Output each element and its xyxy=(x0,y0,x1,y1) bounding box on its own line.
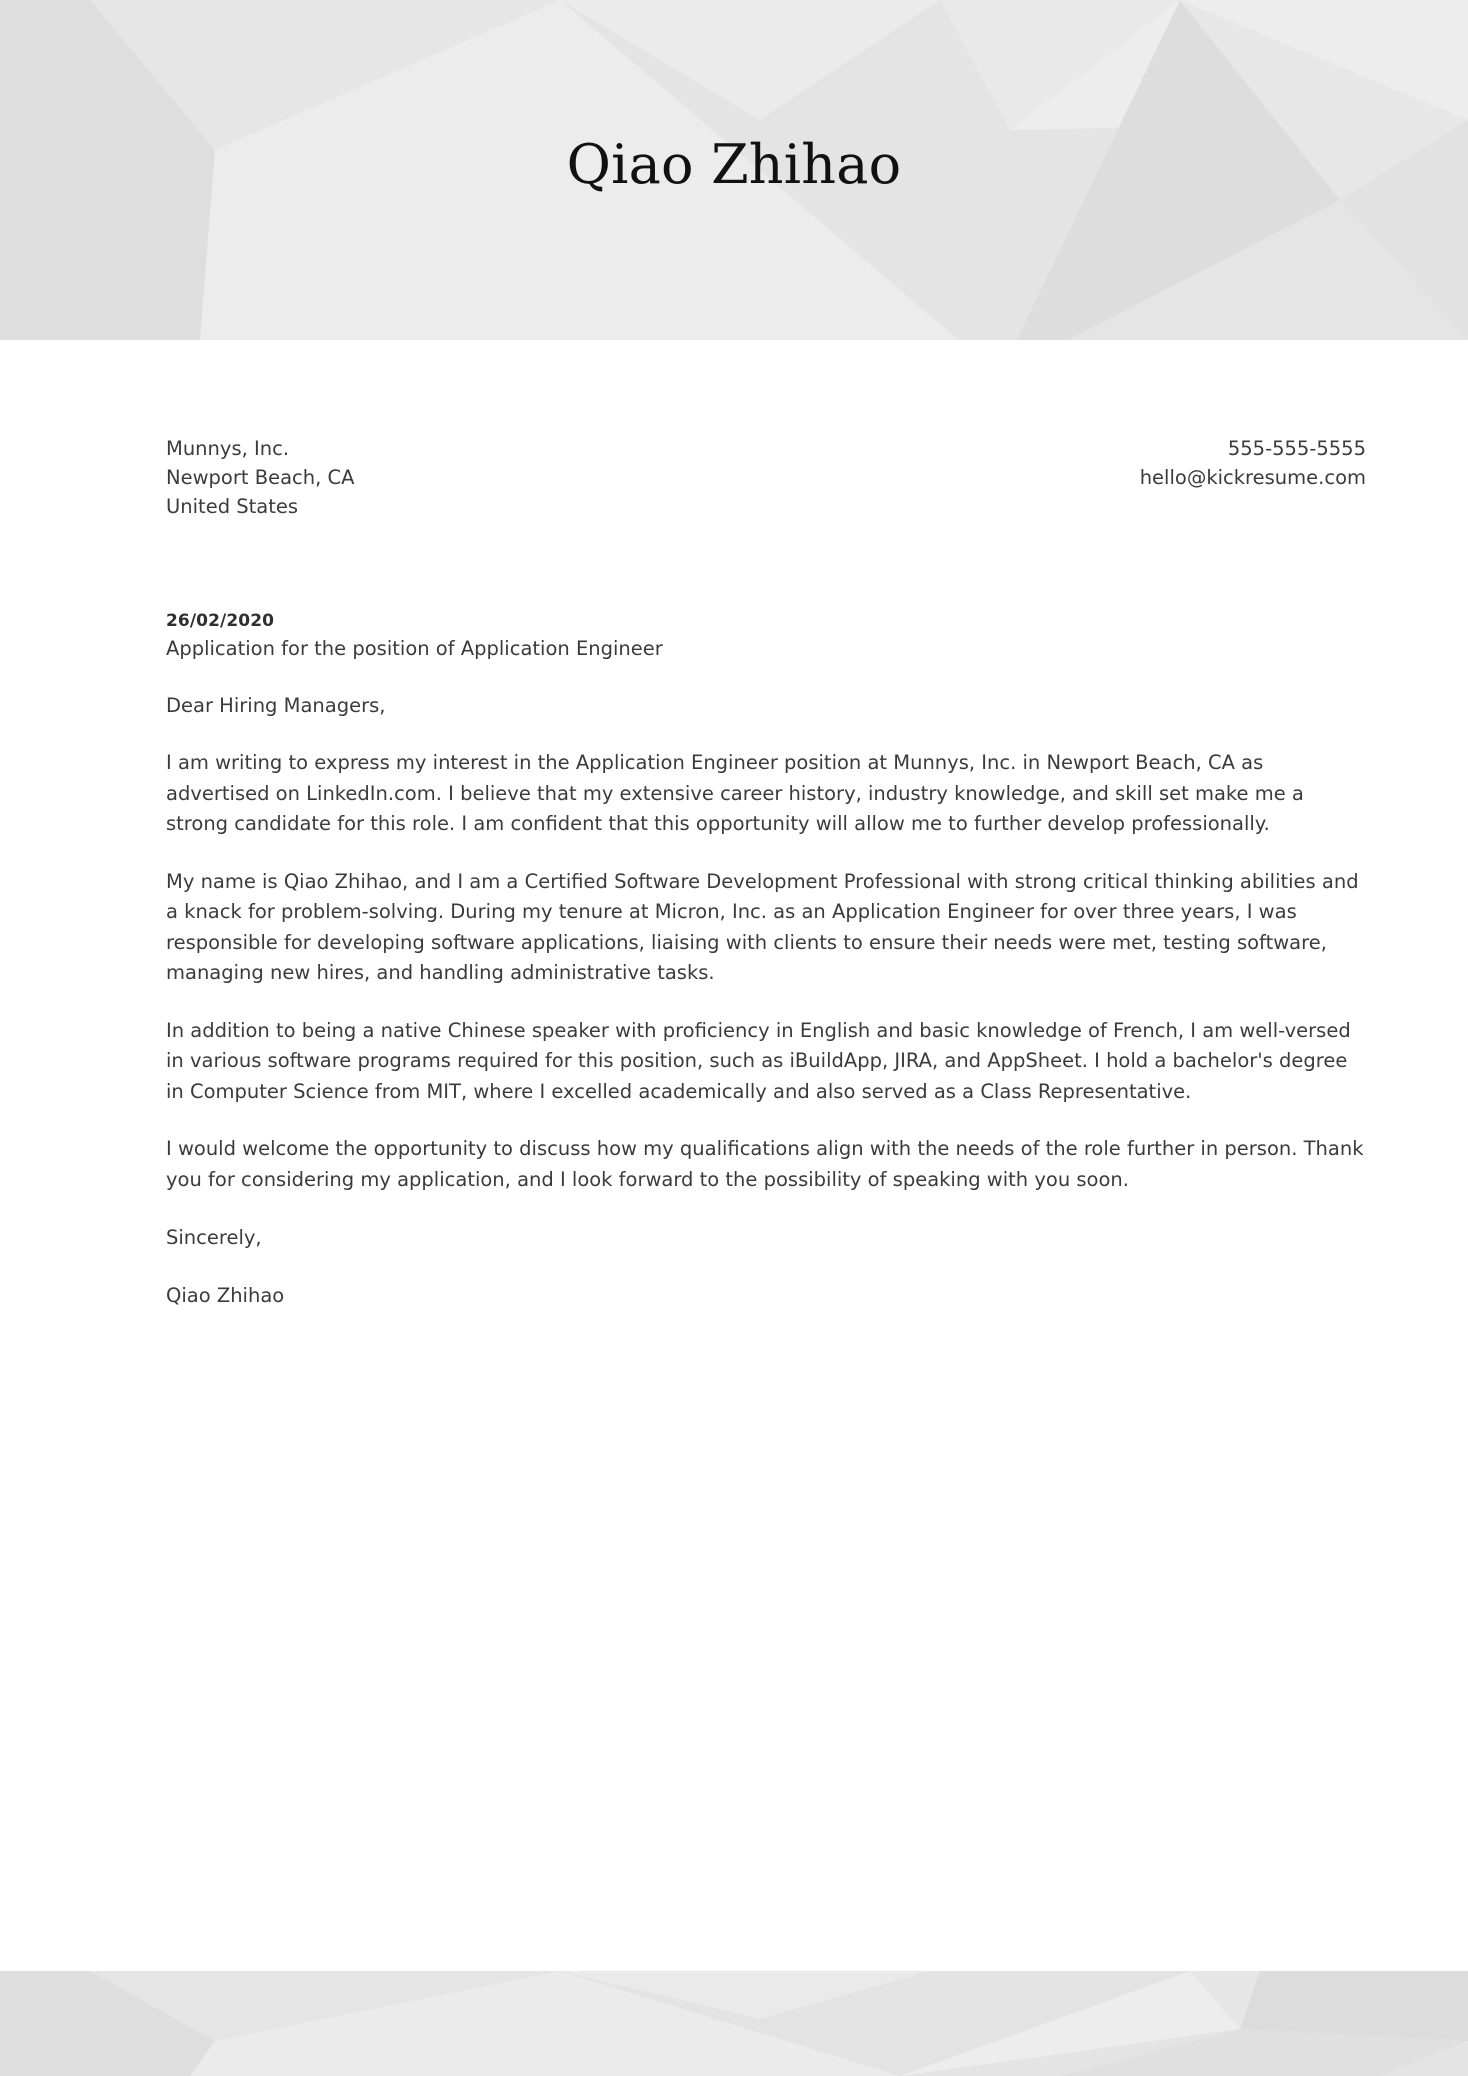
recipient-city-state: Newport Beach, CA xyxy=(166,466,355,489)
recipient-country: United States xyxy=(166,495,299,518)
letter-signature: Qiao Zhihao xyxy=(166,1284,285,1307)
letter-salutation: Dear Hiring Managers, xyxy=(166,694,386,717)
letter-content xyxy=(166,340,1366,1311)
footer-polygon-pattern xyxy=(0,1971,1468,2076)
candidate-name-container xyxy=(0,0,1468,340)
page-title: Qiao Zhihao xyxy=(566,133,902,196)
recipient-company: Munnys, Inc. xyxy=(166,437,290,460)
footer-decorative-band xyxy=(0,1971,1468,2076)
contact-block xyxy=(1140,434,1366,492)
letter-body xyxy=(166,521,1366,1311)
contact-email[interactable]: hello@kickresume.com xyxy=(1139,466,1366,489)
letter-date: 26/02/2020 xyxy=(166,611,275,631)
letter-paragraph: I am writing to express my interest in the Application Engineer position at Munnys, Inc. in Newport Beach, CA as advertised on LinkedIn.com. I believe that my extensive career history, industry knowledge, and skill set make me a strong candidate for this role. I am confident that this opportunity will allow me to further develop professionally. xyxy=(166,751,1304,835)
contact-phone: 555-555-5555 xyxy=(1227,437,1366,460)
letter-paragraph: My name is Qiao Zhihao, and I am a Certified Software Development Professional with strong critical thinking abilities and a knack for problem-solving. During my tenure at Micron, Inc. as an Application Engineer for over three years, I was responsible for developing software applications, liaising with clients to ensure their needs were met, testing software, managing new hires, and handling administrative tasks. xyxy=(166,869,1359,984)
letter-paragraph: I would welcome the opportunity to discuss how my qualifications align with the needs of the role further in person. Thank you for considering my application, and I look forward to the possibility of speaking with you soon. xyxy=(166,1137,1364,1191)
letter-closing: Sincerely, xyxy=(166,1226,262,1249)
recipient-block xyxy=(166,434,354,521)
letter-subject: Application for the position of Application Engineer xyxy=(166,637,663,660)
meta-row xyxy=(166,340,1366,521)
letter-paragraph: In addition to being a native Chinese speaker with proficiency in English and basic knowledge of French, I am well-versed in various software programs required for this position, such as iBuildApp, JIRA, and AppSheet. I hold a bachelor's degree in Computer Science from MIT, where I excelled academically and also served as a Class Representative. xyxy=(166,1018,1351,1103)
